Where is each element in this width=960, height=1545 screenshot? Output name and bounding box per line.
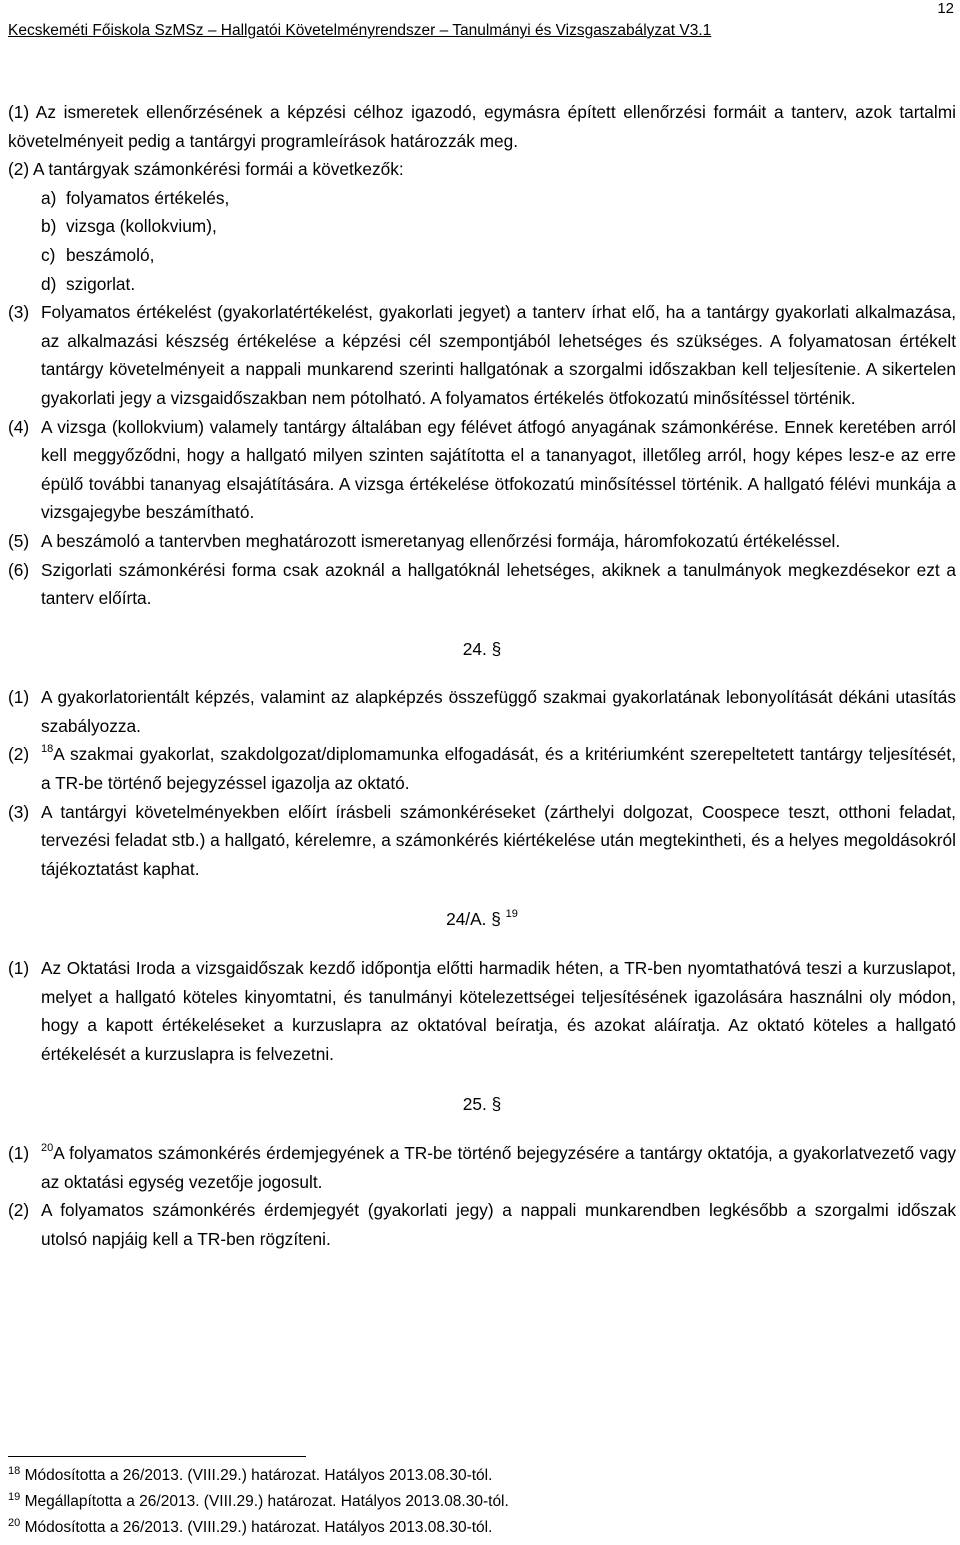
paragraph-number: (5) <box>8 530 30 551</box>
list-text: beszámoló, <box>66 244 155 265</box>
paragraph-text <box>41 1139 956 1196</box>
paragraph-6 <box>8 556 956 613</box>
paragraph-text: Folyamatos értékelést (gyakorlatértékelést, gyakorlati jegyet) a tanterv írhat elő, ha a tantárgy gyakorlati alkalmazása, az alkalmazási készség értékelése a képzési cél szempontjából lehetséges és szükséges. A folyamatosan értékelt tantárgy követelményeit a nappali munkarend szerinti hallgatónak a szorgalmi időszakban kell teljesítenie. A sikertelen gyakorlati jegy a vizsgaidőszakban nem pótolható. A folyamatos értékelés ötfokozatú minősítéssel történik. <box>41 302 956 408</box>
paragraph-number: (6) <box>8 559 30 580</box>
footnote-text: Módosította a 26/2013. (VIII.29.) határozat. Hatályos 2013.08.30-tól. <box>24 1519 493 1536</box>
paragraph-text: A gyakorlatorientált képzés, valamint az alapképzés összefüggő szakmai gyakorlatának lebonyolítását dékáni utasítás szabályozza. <box>41 687 956 736</box>
footnote <box>8 1515 509 1541</box>
list-item <box>8 184 956 213</box>
running-header <box>8 22 711 40</box>
footnote-ref[interactable]: 18 <box>41 743 54 756</box>
footnote-ref[interactable]: 20 <box>41 1142 54 1154</box>
paragraph-24a-1 <box>8 954 956 1068</box>
header-text: Kecskeméti Főiskola SzMSz – Hallgatói Követelményrendszer – Tanulmányi és Vizsgaszabályzat V3.1 <box>8 22 712 39</box>
document-body <box>8 98 956 1253</box>
list-text: vizsga (kollokvium), <box>66 216 217 237</box>
paragraph-text: A beszámoló a tantervben meghatározott ismeretanyag ellenőrzési formája, háromfokozatú értékeléssel. <box>41 530 841 551</box>
paragraph-text: A vizsga (kollokvium) valamely tantárgy általában egy félévet átfogó anyagának számonkérése. Ennek keretében arról kell meggyőződni, hogy a hallgató milyen szinten sajátította el a tananyagot, illetőleg arról, hogy képes lesz-e az erre épülő további tananyag elsajátítására. A vizsga értékelése ötfokozatú minősítéssel történik. A hallgató félévi munkája a vizsgajegybe beszámítható. <box>41 416 956 523</box>
section-title: 24/A. § <box>446 909 501 930</box>
footnote <box>8 1463 509 1489</box>
paragraph-2: (2) A tantárgyak számonkérési formái a következők: <box>8 159 404 180</box>
footnote-number: 18 <box>8 1465 21 1477</box>
paragraph-body: A szakmai gyakorlat, szakdolgozat/diplomamunka elfogadását, és a kritériumként szerepeltetett tantárgy teljesítését, a TR-be történő bejegyzéssel igazolja az oktató. <box>41 744 956 794</box>
paragraph-24-2 <box>8 740 956 797</box>
list-label: c) <box>41 244 56 265</box>
list-item <box>8 270 956 299</box>
footnote <box>8 1489 509 1515</box>
paragraph-text: Szigorlati számonkérési forma csak azoknál a hallgatóknál lehetséges, akiknek a tanulmányok megkezdésekor ezt a tanterv előírta. <box>41 559 956 609</box>
footnotes <box>8 1463 509 1541</box>
list-label: a) <box>41 187 57 208</box>
section-heading-24a <box>8 905 956 934</box>
section-heading-24: 24. § <box>462 638 502 659</box>
paragraph-number: (2) <box>8 744 30 765</box>
paragraph-24-3 <box>8 798 956 884</box>
footnote-text: Módosította a 26/2013. (VIII.29.) határozat. Hatályos 2013.08.30-tól. <box>24 1467 493 1484</box>
list-item <box>8 241 956 270</box>
paragraph-24-1 <box>8 683 956 740</box>
paragraph-25-2 <box>8 1196 956 1253</box>
footnote-number: 19 <box>8 1491 21 1503</box>
section-heading-25: 25. § <box>462 1094 502 1115</box>
paragraph-4 <box>8 413 956 527</box>
paragraph-1: (1) Az ismeretek ellenőrzésének a képzési célhoz igazodó, egymásra épített ellenőrzési formáit a tanterv, azok tartalmi követelményeit pedig a tantárgyi programleírások határozzák meg. <box>8 102 956 151</box>
footnote-number: 20 <box>8 1517 21 1529</box>
paragraph-number: (3) <box>8 302 30 323</box>
list-text: folyamatos értékelés, <box>66 187 230 208</box>
paragraph-5 <box>8 527 956 556</box>
footnote-ref[interactable]: 19 <box>505 908 518 921</box>
paragraph-text: A folyamatos számonkérés érdemjegyét (gyakorlati jegy) a nappali munkarendben legkésőbb a szorgalmi időszak utolsó napjáig kell a TR-ben rögzíteni. <box>41 1200 956 1249</box>
paragraph-number: (4) <box>8 416 30 437</box>
paragraph-number: (3) <box>8 801 30 822</box>
paragraph-text: A tantárgyi követelményekben előírt írásbeli számonkéréseket (zárthelyi dolgozat, Coospece teszt, otthoni feladat, tervezési feladat stb.) a hallgató, kérelemre, a számonkérés kiértékelése után megtekintheti, és a helyes megoldásokról tájékoztatást kaphat. <box>41 801 956 879</box>
list-text: szigorlat. <box>66 273 136 294</box>
paragraph-number: (1) <box>8 687 30 708</box>
page-number: 12 <box>937 0 954 17</box>
list-item <box>8 212 956 241</box>
footnote-divider <box>8 1456 306 1457</box>
paragraph-25-1 <box>8 1139 956 1196</box>
paragraph-body: A folyamatos számonkérés érdemjegyének a TR-be történő bejegyzésére a tantárgy oktatója, a gyakorlatvezető vagy az oktatási egység vezetője jogosult. <box>41 1143 956 1192</box>
list-label: b) <box>41 216 57 237</box>
paragraph-number: (1) <box>8 958 30 979</box>
list-label: d) <box>41 273 57 294</box>
paragraph-3 <box>8 298 956 412</box>
paragraph-text <box>41 740 956 797</box>
paragraph-number: (2) <box>8 1200 30 1221</box>
footnote-text: Megállapította a 26/2013. (VIII.29.) határozat. Hatályos 2013.08.30-tól. <box>24 1493 509 1510</box>
paragraph-text: Az Oktatási Iroda a vizsgaidőszak kezdő időpontja előtti harmadik héten, a TR-ben nyomtathatóvá teszi a kurzuslapot, melyet a hallgató köteles kinyomtatni, és tanulmányi kötelezettségei teljesítésének igazolására használni oly módon, hogy a kapott értékeléseket a kurzuslapra az oktatóval beíratja, és azokat aláíratja. Az oktató köteles a hallgató értékelését a kurzuslapra is felvezetni. <box>41 958 956 1064</box>
paragraph-number: (1) <box>8 1143 30 1163</box>
